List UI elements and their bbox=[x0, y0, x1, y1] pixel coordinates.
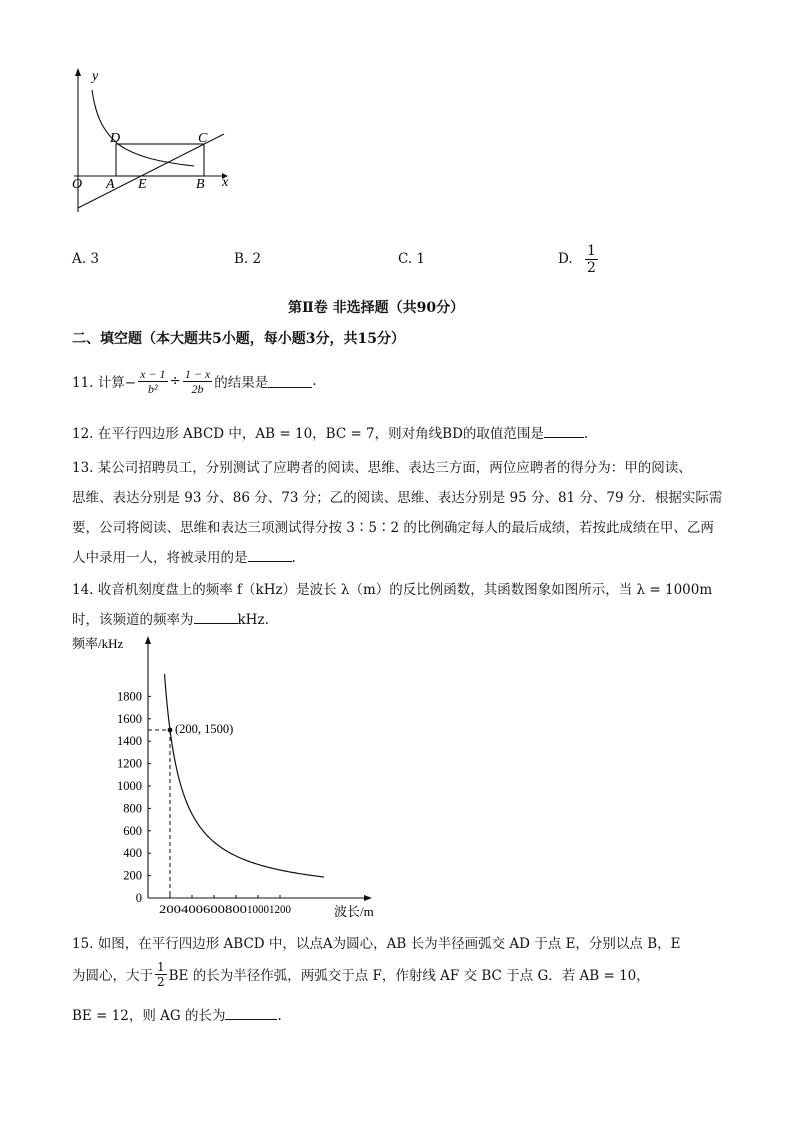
q15-fraction-numerator: 1 bbox=[157, 959, 165, 974]
q11-end: . bbox=[312, 373, 317, 389]
q11-f1-numerator: x − 1 bbox=[140, 366, 166, 381]
question-14-line-1: 14. 收音机刻度盘上的频率 f（kHz）是波长 λ（m）的反比例函数，其函数图象如图所示，当 λ = 1000m bbox=[72, 582, 713, 598]
q15-line-3-prefix: BE = 12，则 AG 的长为 bbox=[72, 1008, 226, 1024]
chart-y-tick-label: 0 bbox=[135, 891, 142, 905]
chart-x-tick-label: 600 bbox=[203, 902, 225, 916]
q11-operator: ÷ bbox=[169, 373, 181, 389]
option-c[interactable]: C. 1 bbox=[398, 251, 426, 267]
chart-y-tick-label: 600 bbox=[123, 823, 142, 838]
figure-label-c: C bbox=[198, 131, 208, 146]
option-d[interactable] bbox=[558, 239, 600, 275]
figure-label-e: E bbox=[138, 177, 147, 192]
chart-x-arrow bbox=[364, 895, 372, 901]
chart-x-tick-label: 800 bbox=[225, 902, 247, 916]
q12-end: . bbox=[583, 426, 589, 442]
figure-label-a: A bbox=[106, 177, 115, 192]
section-title: 第Ⅱ卷 非选择题（共90分） bbox=[288, 300, 465, 316]
question-13-line-4 bbox=[72, 546, 296, 566]
option-d-denominator: 2 bbox=[586, 260, 596, 276]
q11-prefix: 11. 计算− bbox=[72, 375, 137, 391]
option-d-numerator: 1 bbox=[586, 243, 596, 259]
q13-line-4-text: 人中录用一人，将被录用的是 bbox=[72, 550, 248, 566]
q11-fraction-2 bbox=[183, 368, 212, 395]
question-13-line-2: 思维、表达分别是 93 分、86 分、73 分；乙的阅读、思维、表达分别是 95 分、81 分、79 分．根据实际需 bbox=[72, 490, 723, 506]
chart-y-tick-label: 1400 bbox=[117, 734, 142, 749]
figure-y-arrow bbox=[75, 68, 81, 76]
q11-f2-denominator: 2b bbox=[191, 381, 204, 396]
question-15-line-2 bbox=[72, 958, 650, 990]
q14-line-2-suffix: kHz. bbox=[237, 612, 269, 628]
chart-y-tick-label: 1800 bbox=[117, 689, 142, 704]
question-13-line-1: 13. 某公司招聘员工，分别测试了应聘者的阅读、思维、表达三方面，两位应聘者的得分为：甲的阅读、 bbox=[72, 460, 692, 476]
figure-hyperbola bbox=[92, 90, 194, 166]
chart-x-tick-label: 1000 bbox=[247, 902, 269, 916]
figure-label-o: O bbox=[72, 177, 83, 192]
chart-y-tick-label: 1600 bbox=[117, 711, 142, 726]
chart-x-tick-label: 1200 bbox=[269, 902, 291, 916]
chart-x-tick-label: 200 bbox=[159, 902, 181, 916]
q11-answer-blank[interactable] bbox=[268, 375, 312, 388]
q15-fraction-denominator: 2 bbox=[157, 974, 165, 989]
chart-y-tick-label: 200 bbox=[123, 868, 142, 883]
option-d-prefix: D. bbox=[558, 251, 573, 267]
question-15-line-1: 15. 如图，在平行四边形 ABCD 中，以点A为圆心，AB 长为半径画弧交 AD 于点 E，分别以点 B，E bbox=[72, 936, 681, 952]
chart-x-label: 波长/m bbox=[334, 904, 374, 919]
chart-y-tick-label: 800 bbox=[123, 801, 142, 816]
question-11 bbox=[72, 364, 317, 398]
q13-answer-blank[interactable] bbox=[248, 549, 292, 562]
option-b[interactable]: B. 2 bbox=[234, 251, 262, 267]
frequency-chart bbox=[64, 630, 394, 922]
q11-f2-numerator: 1 − x bbox=[184, 366, 211, 381]
q15-line-2-prefix: 为圆心，大于 bbox=[72, 968, 153, 984]
chart-y-tick-label: 1000 bbox=[117, 779, 142, 793]
figure-rectangle bbox=[116, 144, 204, 176]
q15-line-2-suffix: BE 的长为半径作弧，两弧交于点 F，作射线 AF 交 BC 于点 G．若 AB = 10， bbox=[168, 968, 650, 984]
chart-y-tick-label: 400 bbox=[123, 846, 142, 861]
q12-text: 12. 在平行四边形 ABCD 中，AB = 10，BC = 7，则对角线BD的取值范围是 bbox=[72, 426, 544, 442]
question-12 bbox=[72, 422, 588, 442]
figure-label-d: D bbox=[110, 131, 121, 146]
q14-answer-blank[interactable] bbox=[194, 611, 238, 624]
chart-point-label: (200, 1500) bbox=[175, 722, 234, 736]
q15-answer-blank[interactable] bbox=[225, 1007, 277, 1020]
q11-fraction-1 bbox=[138, 368, 167, 395]
figure-label-x: x bbox=[222, 175, 229, 190]
q15-fraction bbox=[155, 961, 167, 988]
figure-label-y: y bbox=[92, 69, 99, 84]
chart-data-point bbox=[168, 728, 173, 733]
question-15-line-3 bbox=[72, 1004, 282, 1024]
chart-y-tick-label: 1200 bbox=[117, 756, 142, 771]
option-a[interactable]: A. 3 bbox=[72, 251, 99, 267]
question-14-line-2 bbox=[72, 608, 269, 628]
q13-end: . bbox=[291, 550, 296, 566]
section-heading: 二、填空题（本大题共5小题，每小题3分，共15分） bbox=[72, 331, 405, 347]
geometry-figure bbox=[62, 62, 242, 222]
figure-label-b: B bbox=[196, 177, 205, 192]
chart-series-curve bbox=[165, 674, 325, 877]
q12-answer-blank[interactable] bbox=[544, 425, 584, 438]
q15-end: . bbox=[277, 1008, 282, 1024]
q11-f1-denominator: b² bbox=[147, 381, 158, 396]
chart-y-label: 频率/kHz bbox=[72, 636, 124, 651]
option-d-fraction bbox=[585, 244, 598, 275]
q11-suffix: 的结果是 bbox=[214, 375, 269, 391]
chart-y-arrow bbox=[145, 636, 151, 644]
question-13-line-3: 要，公司将阅读、思维和表达三项测试得分按 3∶5∶2 的比例确定每人的最后成绩，若按此成绩在甲、乙两 bbox=[72, 520, 714, 536]
q14-line-2-prefix: 时，该频道的频率为 bbox=[72, 612, 194, 628]
chart-x-tick-label: 400 bbox=[181, 902, 203, 916]
